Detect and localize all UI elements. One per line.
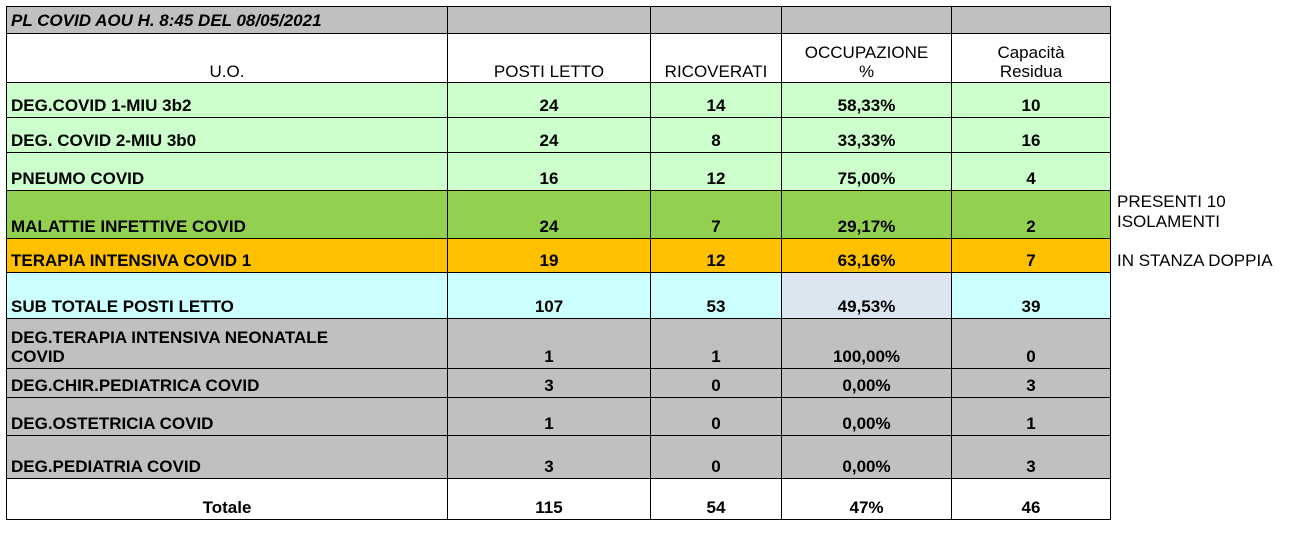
isolation-note (1117, 192, 1226, 232)
subtotal-row (7, 273, 1111, 319)
row-occupazione: 58,33% (782, 83, 952, 118)
row-label: DEG.COVID 1-MIU 3b2 (7, 83, 448, 118)
subtotal-occupazione: 49,53% (782, 273, 952, 319)
row-posti: 24 (448, 191, 651, 239)
row-posti: 1 (448, 398, 651, 436)
subtotal-capacita: 39 (952, 273, 1111, 319)
total-row (7, 479, 1111, 520)
row-occupazione: 0,00% (782, 369, 952, 398)
table-row (7, 239, 1111, 273)
row-label: DEG.PEDIATRIA COVID (7, 436, 448, 479)
total-capacita: 46 (952, 479, 1111, 520)
header-posti-letto: POSTI LETTO (448, 34, 651, 83)
header-uo: U.O. (7, 34, 448, 83)
table-row (7, 83, 1111, 118)
row-ricoverati: 7 (651, 191, 782, 239)
table-row (7, 436, 1111, 479)
isolation-note-line2: ISOLAMENTI (1117, 212, 1220, 231)
title-cell-empty (448, 7, 651, 34)
row-ricoverati: 0 (651, 436, 782, 479)
row-ricoverati: 0 (651, 369, 782, 398)
table-row (7, 191, 1111, 239)
table-title: PL COVID AOU H. 8:45 DEL 08/05/2021 (7, 7, 448, 34)
row-capacita: 2 (952, 191, 1111, 239)
row-capacita: 3 (952, 369, 1111, 398)
row-occupazione: 33,33% (782, 118, 952, 153)
row-posti: 3 (448, 436, 651, 479)
covid-beds-table (6, 6, 1111, 520)
row-capacita: 4 (952, 153, 1111, 191)
row-capacita: 1 (952, 398, 1111, 436)
row-label: DEG. COVID 2-MIU 3b0 (7, 118, 448, 153)
isolation-note-line1: PRESENTI 10 (1117, 192, 1226, 211)
row-label-line1: DEG.TERAPIA INTENSIVA NEONATALE (11, 328, 329, 347)
row-ricoverati: 8 (651, 118, 782, 153)
total-label: Totale (7, 479, 448, 520)
header-capacita (952, 34, 1111, 83)
row-label (7, 319, 448, 369)
row-occupazione: 0,00% (782, 398, 952, 436)
row-occupazione: 100,00% (782, 319, 952, 369)
subtotal-label: SUB TOTALE POSTI LETTO (7, 273, 448, 319)
header-capacita-line1: Capacità (997, 43, 1065, 62)
row-label: TERAPIA INTENSIVA COVID 1 (7, 239, 448, 273)
row-ricoverati: 12 (651, 239, 782, 273)
subtotal-posti: 107 (448, 273, 651, 319)
row-posti: 3 (448, 369, 651, 398)
row-ricoverati: 12 (651, 153, 782, 191)
total-ricoverati: 54 (651, 479, 782, 520)
row-capacita: 7 (952, 239, 1111, 273)
row-ricoverati: 0 (651, 398, 782, 436)
row-ricoverati: 14 (651, 83, 782, 118)
table-row (7, 118, 1111, 153)
row-posti: 1 (448, 319, 651, 369)
row-label: DEG.CHIR.PEDIATRICA COVID (7, 369, 448, 398)
table-row (7, 319, 1111, 369)
row-occupazione: 29,17% (782, 191, 952, 239)
row-posti: 16 (448, 153, 651, 191)
row-capacita: 16 (952, 118, 1111, 153)
row-label: DEG.OSTETRICIA COVID (7, 398, 448, 436)
row-label: MALATTIE INFETTIVE COVID (7, 191, 448, 239)
subtotal-ricoverati: 53 (651, 273, 782, 319)
table-row (7, 369, 1111, 398)
table-row (7, 153, 1111, 191)
row-posti: 19 (448, 239, 651, 273)
row-label-line2: COVID (11, 347, 65, 366)
header-ricoverati: RICOVERATI (651, 34, 782, 83)
total-posti: 115 (448, 479, 651, 520)
row-occupazione: 75,00% (782, 153, 952, 191)
title-cell-empty (952, 7, 1111, 34)
row-posti: 24 (448, 83, 651, 118)
header-occupazione-line2: % (858, 62, 875, 81)
header-capacita-line2: Residua (999, 62, 1063, 81)
row-occupazione: 0,00% (782, 436, 952, 479)
header-row (7, 34, 1111, 83)
isolation-note-line3: IN STANZA DOPPIA (1117, 251, 1273, 270)
row-ricoverati: 1 (651, 319, 782, 369)
title-cell-empty (782, 7, 952, 34)
title-cell-empty (651, 7, 782, 34)
title-row (7, 7, 1111, 34)
header-occupazione-line1: OCCUPAZIONE (804, 43, 929, 62)
table-row (7, 398, 1111, 436)
row-capacita: 10 (952, 83, 1111, 118)
row-label: PNEUMO COVID (7, 153, 448, 191)
total-occupazione: 47% (782, 479, 952, 520)
row-occupazione: 63,16% (782, 239, 952, 273)
row-posti: 24 (448, 118, 651, 153)
header-occupazione (782, 34, 952, 83)
row-capacita: 0 (952, 319, 1111, 369)
row-capacita: 3 (952, 436, 1111, 479)
